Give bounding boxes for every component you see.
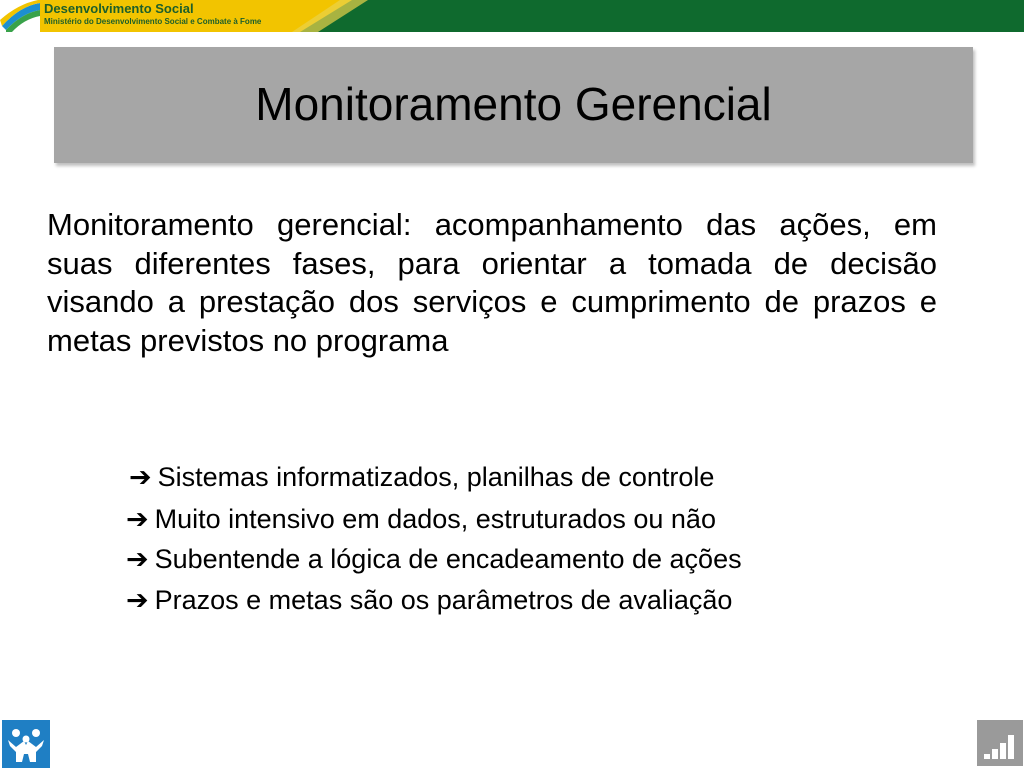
bar-chart-icon <box>977 720 1023 766</box>
slide-title: Monitoramento Gerencial <box>255 78 772 130</box>
bullet-item <box>129 462 714 493</box>
body-paragraph: Monitoramento gerencial: acompanhamento das ações, em suas diferentes fases, para orientar a tomada de decisão visando a prestação dos serviços e cumprimento de prazos e metas previstos no programa <box>47 207 937 358</box>
family-people-icon <box>2 720 50 768</box>
bullet-text: Muito intensivo em dados, estruturados ou não <box>154 504 716 534</box>
arrow-right-icon: ➔ <box>129 462 152 492</box>
arrow-right-icon: ➔ <box>126 585 149 615</box>
bullet-text: Prazos e metas são os parâmetros de avaliação <box>154 585 733 615</box>
org-subtitle: Ministério do Desenvolvimento Social e Combate à Fome <box>44 17 262 26</box>
title-box <box>54 47 973 163</box>
arrow-right-icon: ➔ <box>126 544 149 574</box>
bullet-text: Sistemas informatizados, planilhas de controle <box>157 462 715 492</box>
org-name: Desenvolvimento Social <box>44 1 194 16</box>
bullet-item <box>126 585 732 616</box>
top-banner <box>0 0 1024 32</box>
bullet-item <box>126 544 742 575</box>
bullet-item <box>126 504 716 535</box>
arrow-right-icon: ➔ <box>126 504 149 534</box>
bullet-text: Subentende a lógica de encadeamento de ações <box>154 544 742 574</box>
